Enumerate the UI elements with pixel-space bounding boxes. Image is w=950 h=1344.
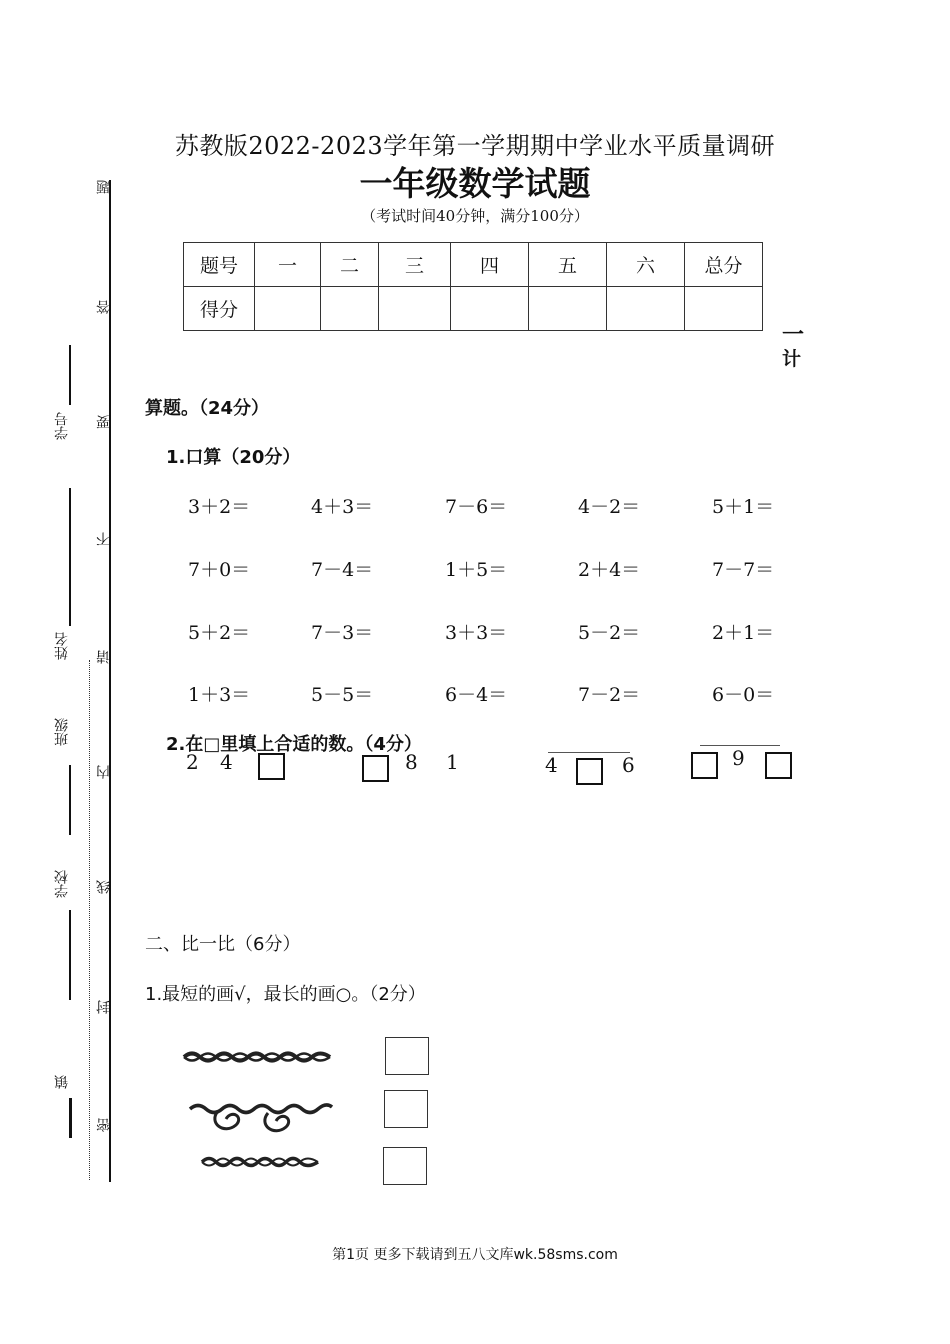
seq-overline [548, 752, 630, 753]
margin-blank-banji [69, 765, 71, 835]
score-header-cell: 三 [379, 243, 451, 287]
margin-label-banji: 班级 [54, 718, 70, 746]
score-cell[interactable] [607, 287, 685, 331]
side-dash: 一 [782, 323, 805, 348]
rope-short [200, 1152, 325, 1172]
fill-box[interactable] [691, 752, 718, 779]
equation: 7－2＝ [578, 684, 641, 706]
seq-number: 2 [186, 750, 199, 774]
score-table [183, 242, 763, 331]
exam-note: （考试时间40分钟，满分100分） [361, 207, 589, 225]
seal-char-da: 答 [96, 300, 112, 314]
equation: 5－2＝ [578, 622, 641, 644]
seal-char-feng: 封 [96, 1000, 112, 1014]
margin-blank-xuexiao [69, 910, 71, 1000]
equation: 7－3＝ [311, 622, 374, 644]
seal-char-yao: 要 [96, 415, 112, 429]
equation: 2＋4＝ [578, 559, 641, 581]
fill-box[interactable] [258, 753, 285, 780]
score-table-header-row [184, 243, 763, 287]
section2-title: 二、比一比（6分） [145, 934, 301, 955]
seal-char-nei: 内 [96, 765, 112, 779]
fill-box[interactable] [765, 752, 792, 779]
seq-number: 4 [220, 750, 233, 774]
score-header-cell: 二 [321, 243, 379, 287]
equation: 1＋5＝ [445, 559, 508, 581]
score-cell[interactable] [321, 287, 379, 331]
margin-blank-zhen [69, 1098, 72, 1138]
margin-label-xuehao: 学号 [54, 412, 70, 440]
equation: 6－4＝ [445, 684, 508, 706]
equation: 7－6＝ [445, 496, 508, 518]
equation: 4＋3＝ [311, 496, 374, 518]
margin-blank-xuehao [69, 345, 71, 405]
seal-char-mi: 密 [96, 1118, 112, 1132]
equation: 3＋2＝ [188, 496, 251, 518]
margin-label-xuexiao: 学校 [54, 870, 70, 898]
score-header-cell: 一 [255, 243, 321, 287]
seal-char-qing: 请 [96, 650, 112, 664]
q1-title: 1.口算（20分） [166, 447, 301, 468]
exam-subtitle: 一年级数学试题 [359, 164, 591, 203]
seal-line [109, 180, 111, 1182]
seq-number: 6 [622, 753, 635, 777]
seq-number: 8 [405, 750, 418, 774]
equation: 1＋3＝ [188, 684, 251, 706]
fill-box[interactable] [362, 755, 389, 782]
answer-box-rope-1[interactable] [385, 1037, 429, 1075]
score-header-cell: 四 [451, 243, 529, 287]
score-row-label: 得分 [184, 287, 255, 331]
margin-label-xingming: 姓名 [54, 632, 70, 660]
q2-title: 2.在□里填上合适的数。（4分） [166, 734, 422, 755]
equation: 6－0＝ [712, 684, 775, 706]
seq-number: 1 [446, 750, 459, 774]
equation: 7－7＝ [712, 559, 775, 581]
exam-title: 苏教版2022-2023学年第一学期期中学业水平质量调研 [174, 132, 776, 160]
equation: 7＋0＝ [188, 559, 251, 581]
section2-q1-title: 1.最短的画√，最长的画○。（2分） [145, 984, 426, 1005]
score-header-cell: 总分 [685, 243, 763, 287]
equation: 5－5＝ [311, 684, 374, 706]
margin-label-zhen: 镇 [54, 1075, 70, 1089]
seal-char-ti: 题 [96, 180, 112, 194]
answer-box-rope-2[interactable] [384, 1090, 428, 1128]
seal-char-xian: 线 [96, 880, 112, 894]
equation: 4－2＝ [578, 496, 641, 518]
score-cell[interactable] [529, 287, 607, 331]
side-char: 计 [782, 348, 802, 370]
seq-number: 9 [732, 746, 745, 770]
page-footer: 第1页 更多下载请到五八文库wk.58sms.com [332, 1247, 618, 1263]
rope-long [182, 1046, 337, 1068]
equation: 3＋3＝ [445, 622, 508, 644]
score-cell[interactable] [685, 287, 763, 331]
score-header-cell: 题号 [184, 243, 255, 287]
seal-char-bu: 不 [96, 532, 112, 546]
seq-number: 4 [545, 753, 558, 777]
equation: 5＋2＝ [188, 622, 251, 644]
equation: 2＋1＝ [712, 622, 775, 644]
score-cell[interactable] [379, 287, 451, 331]
score-table-score-row [184, 287, 763, 331]
equation: 7－4＝ [311, 559, 374, 581]
answer-box-rope-3[interactable] [383, 1147, 427, 1185]
seal-dotted-line [89, 660, 90, 1180]
equation: 5＋1＝ [712, 496, 775, 518]
fill-box[interactable] [576, 758, 603, 785]
score-header-cell: 六 [607, 243, 685, 287]
score-cell[interactable] [451, 287, 529, 331]
rope-curly [186, 1093, 336, 1138]
section1-title: 算题。（24分） [145, 398, 270, 419]
margin-blank-xingming [69, 488, 71, 626]
score-cell[interactable] [255, 287, 321, 331]
score-header-cell: 五 [529, 243, 607, 287]
